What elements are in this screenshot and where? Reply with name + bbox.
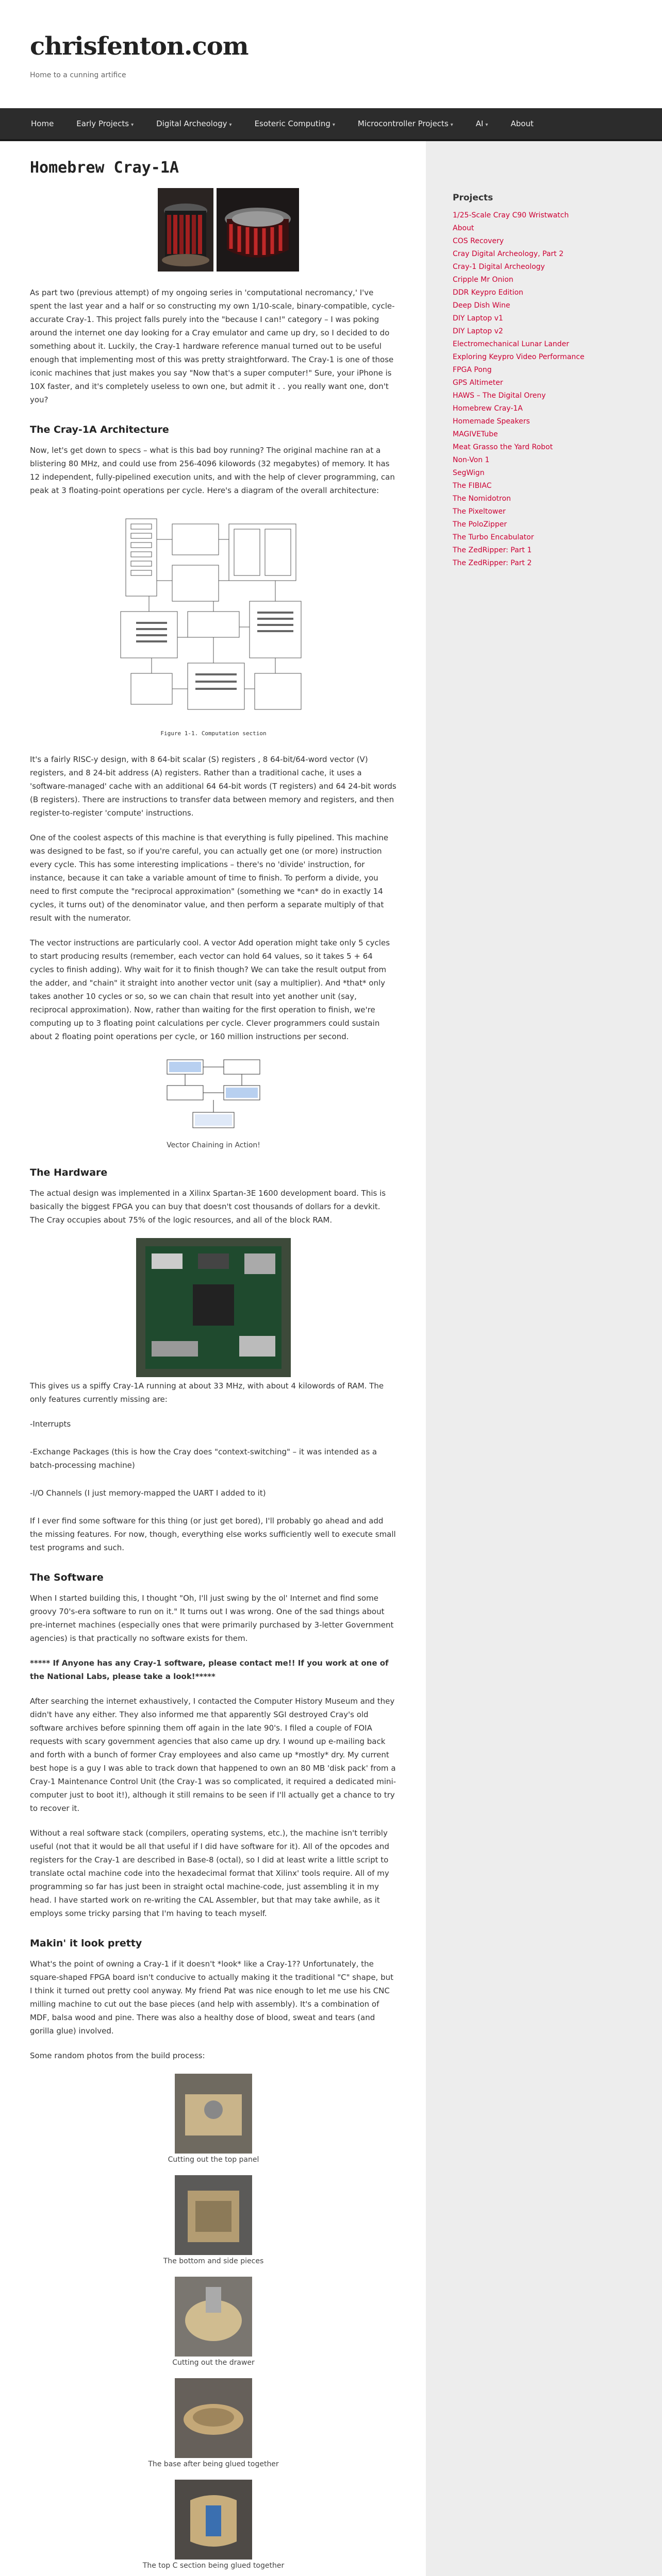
software-request-note: ***** If Anyone has any Cray-1 software, please contact me!! If you work at one of the National Labs, please take a look!*****: [30, 1658, 389, 1681]
build-photo-drawer[interactable]: [175, 2277, 252, 2357]
sidebar-project-link[interactable]: 1/25-Scale Cray C90 Wristwatch: [453, 211, 569, 219]
arch-heading: The Cray-1A Architecture: [30, 424, 169, 435]
nav-home[interactable]: Home: [31, 119, 54, 128]
sidebar-project-link[interactable]: Electromechanical Lunar Lander: [453, 340, 569, 348]
sidebar-project-link[interactable]: About: [453, 224, 474, 232]
photo-caption-4: The base after being glued together: [148, 2460, 279, 2468]
missing-feature-io: -I/O Channels (I just memory-mapped the UART I added to it): [30, 1488, 266, 1498]
sidebar-project-link[interactable]: DDR Keypro Edition: [453, 289, 523, 297]
chevron-down-icon: ▾: [229, 122, 232, 128]
build-photo-top-c-section[interactable]: [175, 2480, 252, 2560]
software-paragraph-3: Without a real software stack (compilers, operating systems, etc.), the machine isn't terribly useful (not that it would be all that useful if I did have software for it). All of the opcodes and registers for the Cray-1 are described in Base-8 (octal), so I did at least write a little script to translate octal machine code into the hexadecimal format that Xilinx' tools require. All of my programming so far has just been in straight octal machine-code, just assembling it in my head. I have started work on re-writing the CAL Assembler, but that may take awhile, as it employs some tricky parsing that I'm having to teach myself.: [30, 1828, 389, 1918]
sidebar-project-link[interactable]: DIY Laptop v1: [453, 314, 503, 323]
post-title: Homebrew Cray-1A: [30, 159, 179, 177]
hero-images: [158, 188, 397, 272]
sidebar-project-link[interactable]: Cray-1 Digital Archeology: [453, 263, 545, 271]
sidebar-project-link[interactable]: GPS Altimeter: [453, 379, 503, 387]
photo-caption-5: The top C section being glued together: [142, 2562, 285, 2570]
cray-model-photo-2[interactable]: [217, 188, 299, 272]
sidebar-project-link[interactable]: Homemade Speakers: [453, 417, 530, 426]
sidebar-project-link[interactable]: The Pixeltower: [453, 507, 506, 516]
arch-paragraph-1: Now, let's get down to specs – what is this bad boy running? The original machine ran at a blistering 80 MHz, and could use from 256-4096 kilowords (32 megabytes) of memory. It has 12 independent, fully-pipelined execution units, and with the help of clever programming, can peak at 3 floating-point operations per cycle. Here's a diagram of the overall architecture:: [30, 446, 395, 495]
sidebar-project-link[interactable]: The Turbo Encabulator: [453, 533, 534, 541]
site-description: Home to a cunning artifice: [30, 71, 126, 79]
sidebar-project-link[interactable]: Homebrew Cray-1A: [453, 404, 523, 413]
sidebar: [426, 141, 662, 2576]
sidebar-project-link[interactable]: MAGIVETube: [453, 430, 498, 438]
sidebar-project-link[interactable]: Exploring Keypro Video Performance: [453, 353, 585, 361]
site-title[interactable]: chrisfenton.com: [30, 32, 249, 61]
sidebar-project-link[interactable]: Cripple Mr Onion: [453, 276, 514, 284]
chevron-down-icon: ▾: [131, 122, 134, 128]
chevron-down-icon: ▾: [485, 122, 488, 128]
diagram-caption: Figure 1-1. Computation section: [160, 730, 267, 737]
photo-caption-1: Cutting out the top panel: [168, 2156, 259, 2164]
architecture-diagram: [30, 509, 397, 753]
sidebar-project-link[interactable]: FPGA Pong: [453, 366, 492, 374]
sidebar-project-link[interactable]: The FIBIAC: [453, 482, 492, 490]
vector-chaining-figure: [30, 1055, 397, 1149]
architecture-diagram-figure[interactable]: [105, 509, 322, 751]
photos-intro: Some random photos from the build process:: [30, 2051, 205, 2060]
build-photo-base-glued[interactable]: [175, 2378, 252, 2458]
fpga-board-figure: [30, 1238, 397, 1379]
sidebar-project-link[interactable]: Non-Von 1: [453, 456, 490, 464]
photo-caption-3: Cutting out the drawer: [172, 2359, 255, 2367]
vector-chaining-caption: Vector Chaining in Action!: [167, 1141, 260, 1149]
fpga-board-photo[interactable]: [136, 1238, 291, 1377]
main-nav: [0, 108, 662, 141]
arch-paragraph-4: The vector instructions are particularly cool. A vector Add operation might take only 5 cycles to start producing results (remember, each vector can hold 64 values, so it takes 5 + 64 cycles to finish adding). Why wait for it to finish though? We can take the result output from the adder, and "chain" it straight into another vector unit (say a multiplier). And *that* only takes another 10 cycles or so, so we can chain that result into yet another unit (say, reciprocal approximation). Now, rather than waiting for the first operation to finish, we're computing up to 3 floating point calculations per cycle. Clever programmers could sustain about 2 floating point operations per cycle, or 160 million instructions per second.: [30, 938, 390, 1041]
photo-caption-2: The bottom and side pieces: [163, 2257, 264, 2265]
pretty-paragraph-1: What's the point of owning a Cray-1 if it doesn't *look* like a Cray-1?? Unfortunately, the square-shaped FPGA board isn't conducive to actually making it the traditional "C" shape, but I think it turned out pretty cool anyway. My friend Pat was nice enough to let me use his CNC milling machine to cut out the base pieces (and help with assembly). It's a combination of MDF, balsa wood and pine. There was also a healthy dose of blood, sweat and tears (and gorilla glue) involved.: [30, 1959, 394, 2036]
sidebar-project-link[interactable]: The ZedRipper: Part 1: [453, 546, 532, 554]
site-header: [0, 0, 662, 108]
sidebar-project-link[interactable]: HAWS – The Digital Oreny: [453, 392, 546, 400]
software-paragraph-2: After searching the internet exhaustively, I contacted the Computer History Museum and they didn't have any either. They also informed me that apparently SGI destroyed Cray's old software archives before spinning them off again in the late 90's. I filed a couple of FOIA requests with scary government agencies that also came up dry. I wound up e-mailing back and forth with a bunch of former Cray employees and also came up *mostly* dry. My current best hope is a guy I was able to track down that happened to own an 80 MB 'disk pack' from a Cray-1 Maintenance Control Unit (the Cray-1 was so complicated, it required a dedicated mini-computer just to boot it!), although it still remains to be seen if I'll actually get a chance to try to recover it.: [30, 1697, 396, 1813]
chevron-down-icon: ▾: [332, 122, 335, 128]
nav-esoteric-computing[interactable]: Esoteric Computing ▾: [254, 119, 335, 128]
software-paragraph-1: When I started building this, I thought "Oh, I'll just swing by the ol' Internet and find some groovy 70's-era software to run on it." It turns out I was wrong. One of the sad things about pre-internet machines (especially ones that were primarily purchased by 3-letter Government agencies) is that practically no software exists for them.: [30, 1594, 394, 1643]
sidebar-project-link[interactable]: Deep Dish Wine: [453, 301, 510, 310]
pretty-heading: Makin' it look pretty: [30, 1938, 142, 1949]
cray-model-photo-1[interactable]: [158, 188, 213, 272]
arch-paragraph-2: It's a fairly RISC-y design, with 8 64-bit scalar (S) registers , 8 64-bit/64-word vector (V) registers, and 8 24-bit address (A) registers. Rather than a traditional cache, it uses a 'software-managed' cache with an additional 64 64-bit words (T registers) and 64 24-bit words (B registers). There are instructions to transfer data between memory and registers, and then register-to-register 'compute' instructions.: [30, 755, 396, 818]
chevron-down-icon: ▾: [450, 122, 453, 128]
missing-feature-interrupts: -Interrupts: [30, 1419, 71, 1429]
sidebar-project-link[interactable]: The ZedRipper: Part 2: [453, 559, 532, 567]
sidebar-project-link[interactable]: Meat Grasso the Yard Robot: [453, 443, 553, 451]
software-heading: The Software: [30, 1572, 104, 1583]
build-photo-top-panel[interactable]: [175, 2074, 252, 2154]
hardware-paragraph-2: This gives us a spiffy Cray-1A running at about 33 MHz, with about 4 kilowords of RAM. The only features currently missing are:: [30, 1381, 384, 1404]
nav-digital-archeology[interactable]: Digital Archeology ▾: [156, 119, 232, 128]
post-content: [0, 141, 426, 2576]
sidebar-project-link[interactable]: COS Recovery: [453, 237, 504, 245]
hardware-paragraph-3: If I ever find some software for this thing (or just get bored), I'll probably go ahead and add the missing features. For now, though, everything else works sufficiently well to execute small test programs and such.: [30, 1516, 396, 1552]
sidebar-heading: Projects: [453, 193, 493, 203]
sidebar-project-link[interactable]: SegWign: [453, 469, 485, 477]
arch-paragraph-3: One of the coolest aspects of this machine is that everything is fully pipelined. This machine was designed to be fast, so if you're careful, you can actually get one (or more) instruction every cycle. This has some interesting implications – there's no 'divide' instruction, for instance, because it can take a variable amount of time to finish. To perform a divide, you need to first compute the "reciprocal approximation" (something we *can* do in exactly 14 cycles, it turns out) of the denominator value, and then perform a separate multiply of that result with the numerator.: [30, 833, 389, 923]
sidebar-project-link[interactable]: The Nomidotron: [453, 495, 511, 503]
sidebar-project-link[interactable]: Cray Digital Archeology, Part 2: [453, 250, 564, 258]
hardware-paragraph-1: The actual design was implemented in a Xilinx Spartan-3E 1600 development board. This is basically the biggest FPGA you can buy that doesn't cost thousands of dollars for a devkit. The Cray occupies about 75% of the logic resources, and all of the block RAM.: [30, 1189, 386, 1225]
nav-microcontroller-projects[interactable]: Microcontroller Projects ▾: [357, 119, 453, 128]
nav-ai[interactable]: AI ▾: [475, 119, 488, 128]
nav-early-projects[interactable]: Early Projects ▾: [76, 119, 134, 128]
intro-paragraph: As part two (previous attempt) of my ongoing series in 'computational necromancy,' I've spent the last year and a half or so constructing my own 1/10-scale, binary-compatible, cycle-accurate Cray-1. This project falls purely into the "because I can!" category – I was poking around the internet one day looking for a Cray emulator and came up dry, so I decided to do something about it. Luckily, the Cray-1 hardware reference manual turned out to be useful enough that implementing most of this was pretty straightforward. The Cray-1 is one of those iconic machines that just makes you say "Now that's a super computer!" Sure, your iPhone is 10X faster, and it's completely useless to own one, but admit it . . you really want one, don't you?: [30, 288, 395, 404]
hardware-heading: The Hardware: [30, 1167, 108, 1178]
vector-chaining-diagram[interactable]: [157, 1055, 270, 1137]
build-photo-bottom-side[interactable]: [175, 2175, 252, 2255]
sidebar-project-link[interactable]: The PoloZipper: [453, 520, 507, 529]
project-list: [453, 209, 647, 570]
sidebar-project-link[interactable]: DIY Laptop v2: [453, 327, 503, 335]
missing-feature-exchange: -Exchange Packages (this is how the Cray does "context-switching" – it was intended as a batch-processing machine): [30, 1447, 377, 1470]
nav-about[interactable]: About: [510, 119, 534, 128]
